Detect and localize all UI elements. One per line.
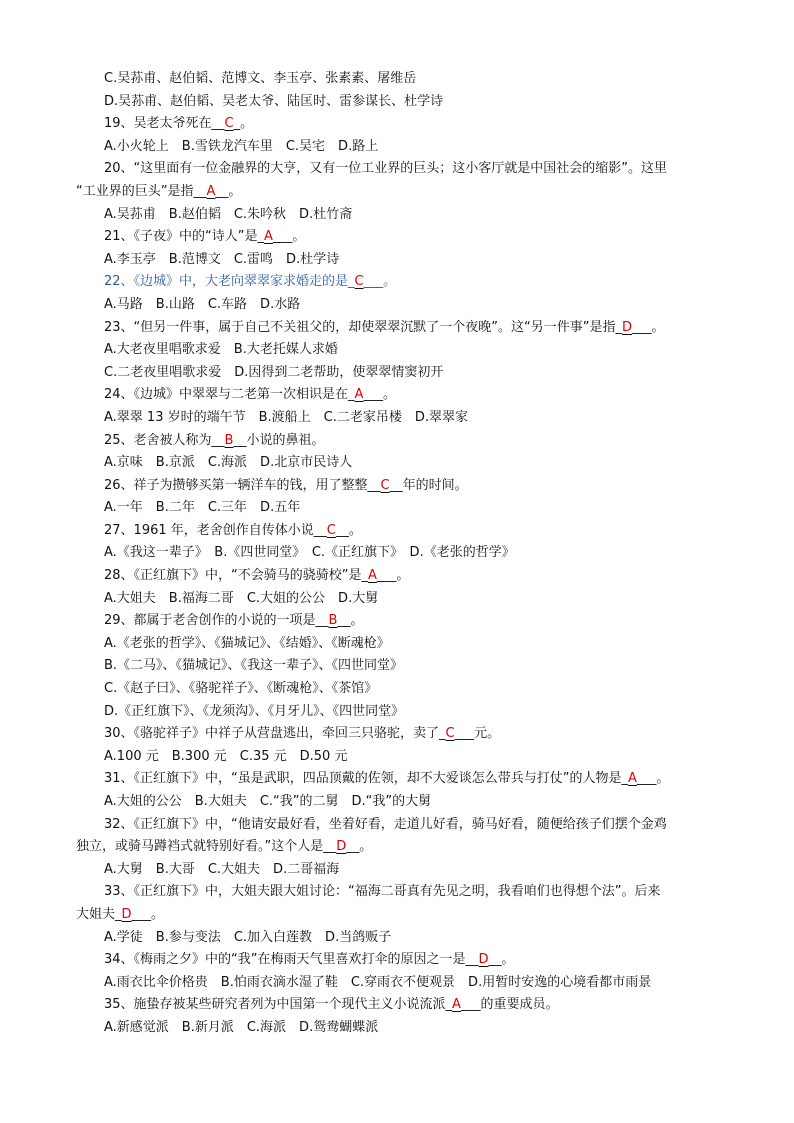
question-line (76, 836, 736, 859)
question-line (76, 768, 736, 791)
answer-key: C (445, 726, 455, 742)
answer-key: C (354, 274, 364, 290)
line-text: C.二老夜里唱歌求爱 D.因得到二老帮助，使翠翠情窦初开 (104, 364, 444, 380)
answer-options-line (76, 542, 736, 565)
answer-options-line (76, 791, 736, 814)
line-text: A.雨衣比伞价格贵 B.怕雨衣滴水湿了鞋 C.穿雨衣不便观景 D.用暂时安逸的心境看都市雨景 (104, 974, 652, 990)
line-text: D.《正红旗下》、《龙须沟》、《月牙儿》、《四世同堂》 (104, 703, 405, 719)
line-text: 20、“这里面有一位金融界的大亨，又有一位工业界的巨头；这小客厅就是中国社会的缩影”。这里 (104, 161, 668, 177)
line-text: 28、《正红旗下》中，“不会骑马的骁骑校”是_ (104, 568, 369, 584)
question-line (76, 814, 736, 837)
answer-options-line (76, 68, 736, 91)
answer-options-line (76, 452, 736, 475)
line-text: A.小火轮上 B.雪铁龙汽车里 C.吴宅 D.路上 (104, 138, 379, 154)
line-text: 25、老舍被人称为__ (104, 432, 225, 448)
line-text: B.《二马》、《猫城记》、《我这一辈子》、《四世同堂》 (104, 658, 404, 674)
question-line (76, 113, 736, 136)
answer-key: C (380, 477, 390, 493)
answer-options-line (76, 927, 736, 950)
line-text-suffix: ___的重要成员。 (460, 997, 559, 1013)
answer-options-line (76, 339, 736, 362)
line-text: A.新感觉派 B.新月派 C.海派 D.鸳鸯蝴蝶派 (104, 1019, 379, 1035)
line-text: 29、都属于老舍创作的小说的一项是__ (104, 613, 329, 629)
answer-options-line (76, 678, 736, 701)
line-text: A.李玉亭 B.范博文 C.雷鸣 D.杜学诗 (104, 251, 340, 267)
answer-options-line (76, 294, 736, 317)
answer-options-line (76, 204, 736, 227)
question-line (76, 384, 736, 407)
question-line (76, 317, 736, 340)
line-text: 22、《边城》中，大老向翠翠家求婚走的是_ (104, 274, 355, 290)
question-line (76, 994, 736, 1017)
line-text: 23、“但另一件事，属于自己不关祖父的，却使翠翠沉默了一个夜晚”。这“另一件事”是指_ (104, 319, 622, 335)
line-text-suffix: ___。 (272, 229, 306, 245)
question-line (76, 181, 736, 204)
line-text: 31、《正红旗下》中，“虽是武职，四品顶戴的佐领，却不大爱谈怎么带兵与打仗”的人物是_ (104, 771, 629, 787)
answer-options-line (76, 136, 736, 159)
line-text: A.100 元 B.300 元 C.35 元 D.50 元 (104, 748, 348, 764)
question-line (76, 904, 736, 927)
line-text: 30、《骆驼祥子》中祥子从营盘逃出，牵回三只骆驼，卖了_ (104, 726, 446, 742)
line-text-suffix: ___。 (632, 319, 665, 335)
answer-key: D (336, 839, 347, 855)
answer-options-line (76, 701, 736, 724)
line-text: A.大姐的公公 B.大姐夫 C.“我”的二舅 D.“我”的大舅 (104, 794, 432, 809)
question-line (76, 226, 736, 249)
line-text-suffix: __。 (346, 839, 373, 855)
answer-key: A (368, 568, 377, 584)
line-text: 32、《正红旗下》中，“他请安最好看，坐着好看，走道儿好看，骑马好看，随便给孩子们摆个金鸡 (104, 816, 667, 832)
answer-options-line (76, 407, 736, 430)
answer-key: C (224, 116, 234, 132)
answer-key: D (621, 319, 632, 335)
question-line (76, 430, 736, 453)
line-text: A.《老张的哲学》、《猫城记》、《结婚》、《断魂枪》 (104, 635, 390, 651)
answer-key: A (628, 771, 637, 787)
line-text-suffix: __小说的鼻祖。 (233, 432, 325, 448)
answer-key: A (206, 183, 216, 199)
question-line (76, 475, 736, 498)
question-line (76, 610, 736, 633)
line-text-suffix: __。 (488, 952, 515, 968)
line-text-suffix: ___。 (363, 387, 396, 403)
line-text: 24、《边城》中翠翠与二老第一次相识是在_ (104, 387, 355, 403)
answer-key: B (328, 613, 338, 629)
question-line (76, 723, 736, 746)
line-text-suffix: ___。 (636, 771, 670, 787)
answer-options-line (76, 859, 736, 882)
question-line (76, 565, 736, 588)
line-text: 33、《正红旗下》中，大姐夫跟大姐讨论：“福海二哥真有先见之明，我看咱们也得想个法”。后来 (104, 884, 661, 900)
answer-key: A (452, 997, 461, 1013)
line-text: A.吴荪甫 B.赵伯韬 C.朱吟秋 D.杜竹斋 (104, 206, 353, 222)
line-text: A.翠翠 13 岁时的端午节 B.渡船上 C.二老家吊楼 D.翠翠家 (104, 409, 469, 425)
answer-options-line (76, 362, 736, 385)
answer-options-line (76, 746, 736, 769)
line-text: A.大老夜里唱歌求爱 B.大老托媒人求婚 (104, 342, 338, 358)
line-text: A.大舅 B.大哥 C.大姐夫 D.二哥福海 (104, 861, 340, 877)
answer-options-line (76, 1017, 736, 1040)
answer-key: B (224, 432, 234, 448)
question-line (76, 520, 736, 543)
line-text-suffix: __。 (337, 613, 364, 629)
line-text-suffix: ___元。 (454, 726, 501, 742)
answer-key: A (354, 387, 364, 403)
answer-key: D (121, 906, 132, 922)
line-text: D.吴荪甫、赵伯韬、吴老太爷、陆匡时、雷参谋长、杜学诗 (104, 93, 444, 109)
line-text: 大姐夫_ (76, 906, 122, 922)
answer-options-line (76, 972, 736, 995)
line-text: A.马路 B.山路 C.车路 D.水路 (104, 296, 301, 312)
line-text: 27、1961 年，老舍创作自传体小说__ (104, 522, 327, 538)
line-text-suffix: ___。 (376, 568, 410, 584)
line-text: 35、施蛰存被某些研究者列为中国第一个现代主义小说流派_ (104, 997, 453, 1013)
line-text-suffix: ___。 (131, 906, 165, 922)
question-line (76, 271, 736, 294)
line-text: 19、吴老太爷死在__ (104, 116, 225, 132)
question-line (76, 158, 736, 181)
question-line (76, 949, 736, 972)
answer-options-line (76, 91, 736, 114)
question-line (76, 881, 736, 904)
answer-options-line (76, 249, 736, 272)
document-page (76, 68, 736, 1040)
line-text: A.大姐夫 B.福海二哥 C.大姐的公公 D.大舅 (104, 590, 379, 606)
answer-options-line (76, 588, 736, 611)
line-text: A.京味 B.京派 C.海派 D.北京市民诗人 (104, 455, 353, 471)
line-text: 34、《梅雨之夕》中的“我”在梅雨天气里喜欢打伞的原因之一是__ (104, 952, 479, 968)
answer-options-line (76, 655, 736, 678)
line-text: A.《我这一辈子》 B.《四世同堂》 C.《正红旗下》 D.《老张的哲学》 (104, 545, 515, 561)
line-text-suffix: _。 (233, 116, 254, 132)
line-text: C.《赵子曰》、《骆驼祥子》、《断魂枪》、《茶馆》 (104, 681, 378, 697)
line-text-suffix: ___。 (363, 274, 397, 290)
line-text: A.一年 B.二年 C.三年 D.五年 (104, 500, 301, 516)
line-text: 独立，或骑马蹲裆式就特别好看。”这个人是__ (76, 839, 337, 855)
answer-options-line (76, 497, 736, 520)
line-text-suffix: __。 (335, 522, 362, 538)
line-text: A.学徒 B.参与变法 C.加入白莲教 D.当鸽贩子 (104, 929, 392, 945)
line-text: C.吴荪甫、赵伯韬、范博文、李玉亭、张素素、屠维岳 (104, 71, 417, 86)
line-text: 21、《子夜》中的“诗人”是_ (104, 229, 265, 245)
answer-key: C (326, 522, 336, 538)
answer-options-line (76, 633, 736, 656)
answer-key: D (478, 952, 489, 968)
line-text: 26、祥子为攒够买第一辆洋车的钱，用了整整__ (104, 477, 381, 493)
line-text-suffix: __年的时间。 (389, 477, 468, 493)
answer-key: A (264, 229, 273, 245)
line-text: “工业界的巨头”是指__ (76, 183, 207, 199)
line-text-suffix: __。 (215, 183, 242, 199)
